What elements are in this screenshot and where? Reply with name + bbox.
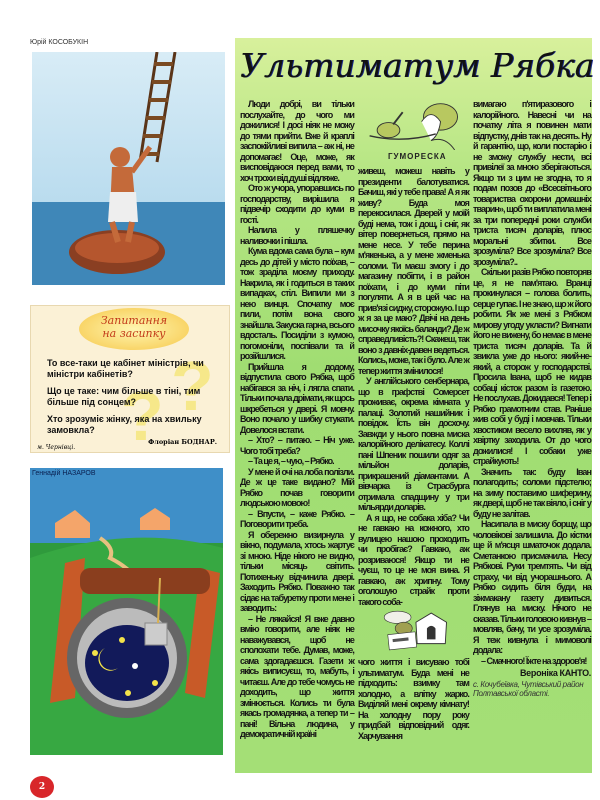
question-mark-decoration: ? xyxy=(121,377,164,453)
paragraph: чого життя і висуваю тобі ультиматум. Буда мені не підходить: взимку там холодно, а влітку жарко. Виділяй мені окрему кімнату! На холодну пору року придбай відповідний одяг. Харчування xyxy=(358,657,469,741)
paragraph: Я обережно визирнула у вікно, подумала, хтось жартує зі мною. Ніде нікого не видно, тільки місяць світить. Потихеньку відчинила двері. Заходить Рябко. Поважно так сідає на табуретку проти мене і заводить: xyxy=(240,529,354,613)
question-mark-decoration: ? xyxy=(171,347,214,425)
paragraph: У мене й очі на лоба полізли. Де ж це таке видано? Мій Рябко почав говорити людською мовою! xyxy=(240,466,354,508)
cartoon-island-ladder xyxy=(32,52,225,285)
cartoon-well-night-sky xyxy=(30,468,223,755)
article-author: Вероніка КАНТО. xyxy=(519,668,591,678)
cartoon-dog-reading-newspaper xyxy=(358,610,469,654)
article-title: Ультиматум Рябка xyxy=(240,46,595,85)
article-column-2 xyxy=(358,166,469,741)
article-column-1 xyxy=(240,99,354,740)
paragraph: А я що, не собака хіба? Чи не гавкаю на кожного, хто вулицею нашою проходить чи пробігає? Гавкаю, аж розриваюся! Якщо ти не чуєш, то це не моя вина. Я гавкаю, аж хрипну. Тому оголошую страйк проти такого соба- xyxy=(358,512,469,607)
paragraph: Люди добрі, ви тільки послухайте, до чого ми дожилися! І досі ніяк не можу до тями прийти. Вже й краплі заспокійливі випила – аж ні, не допомагає! Оце, може, як висповідаюся перед вами, то хоч трохи від душі відляже. xyxy=(240,99,354,183)
article-author-place: с. Кочубеївка, Чутівський район Полтавської області. xyxy=(473,679,584,698)
cartoon-woman-with-chicken xyxy=(362,98,467,150)
paragraph: – Впусти, – каже Рябко. – Поговорити треба. xyxy=(240,508,354,529)
genre-label: ГУМОРЕСКА xyxy=(388,152,447,161)
paragraph: – Та це я, – чую, – Рябко. xyxy=(248,456,334,466)
paragraph: Налила у пляшечку наливочки і пішла. xyxy=(240,225,354,246)
article-column-2-bottom xyxy=(358,657,469,741)
quiz-box xyxy=(30,305,230,453)
illustrator-credit-top: Юрій КОСОБУКІН xyxy=(30,39,89,46)
quiz-question: Що це таке: чим більше в тіні, тим більше під сонцем? xyxy=(47,386,201,407)
paragraph: живеш, можеш навіть у президенти балотуватися. Бачиш, які у тебе права! А я як живу? Буда моя перекосилася. Дверей у моїй буді нема, тож і дощ, і сніг, як вітер повернеться, прямо на мене несе. У тебе перина м'якенька, а у мене жменька соломи. Ти маєш змогу і до магазину побігти, і в район поїхати, і до куми піти погуляти. А я в цей час на прив'язі сиджу, сторожую. І що ж я за це маю? Двічі на день мисочку якоїсь баланди? Де ж справедливість?! Скажеш, так воно з давніх-давен ведеться. Колись, може, так і було. Але ж тепер життя змінилося! xyxy=(358,166,469,376)
quiz-question: То все-таки це кабінет міністрів, чи міністри кабінетів? xyxy=(47,358,204,379)
paragraph: вимагаю п'ятиразового і калорійного. Навесні чи на початку літа я повинен мати відпустку, днів так на десять. Ну й гарантію, що, коли постарію і не зможу службу нести, всі привілеї за мною зберігаються. Якщо ти з цим не згодна, то я подам позов до «Всесвітнього товариства охорони домашніх тварин», щоб ти виплатила мені за три попередні роки служби триста тисяч доларів, плюс моральні збитки. Все зрозуміла? Все зрозуміла? Все зрозуміла?.. xyxy=(473,99,591,267)
paragraph: Насипала в миску борщу, що чоловікові залишила. До кістки ще й м'ясця шматочок додала. Сметанкою присмачила. Несу Рябкові. Руки тремтять. Чи від страху, чи від учорашнього. А Рябко сидить біля буди, на зіжмакану газету дивиться. Глянув на миску. Нічого не сказав. Тільки головою кивнув – мовляв, бачу, ти усе зрозуміла. Я теж кивнула і мимоволі додала: xyxy=(473,519,591,655)
quiz-place: м. Чернівці. xyxy=(37,444,76,451)
paragraph: Ото ж учора, упоравшись по господарству, вирішила я підвечір сходити до куми в гості. xyxy=(240,183,354,225)
quiz-author: Флоріан БОДНАР. xyxy=(148,438,217,446)
paragraph: Скільки разів Рябко повторяв це, я не пам'ятаю. Вранці прокинулася – голова болить, серце гупає. І не знаю, що ж його робити. Як же мені з Рябком мирову угоду укласти? Вигнати його не вижену, бо немає в мене триста тисяч доларів. Та й звикла уже до нього: який-не-який, а сторож у господарстві. Просила Івана, щоб не кидав собаці кісток разом із газетою. Не послухав. Докидався! Тепер і Рябко грамотним став. Раніше жив собі у буді і мовчав. Тільки хвостиком весело вихляв, як у хвіртку заходила. От до чого дожилися! І собаки уже страйкують! xyxy=(473,267,591,466)
illustrator-credit-bottom: Геннадій НАЗАРОВ xyxy=(32,470,96,477)
paragraph: – Хто? – питаю. – Ніч уже. Чого тобі треба? xyxy=(240,435,354,456)
paragraph: У англійського сенбернара, що в графстві Сомерсет проживає, окрема кімната у палаці. Золотий нашийник і повідок. Їсть він досхочу. Завжди у нього повна миска калорійного делікатесу. Коллі пані Шпеник пошили одяг за мільйон доларів, прикрашений діамантами. А вівчарка із Страсбурга отримала спадщину у три мільярди доларів. xyxy=(358,376,469,512)
paragraph: – Не лякайся! Я вже давно вмію говорити, але ніяк не наважувався, щоб не сполохати тебе. Думав, може, сама здогадаєшся. Газети ж якісь виписуєш, то, мабуть, і читаєш. Але до тебе чомусь не доходить, що життя змінюється. Колись ти була якась громадянка, а тепер ти – пані! Вільна людина, у демократичній країні xyxy=(240,613,354,739)
paragraph: Прийшла я додому, відпустила свого Рябка, щоб набігався за ніч, і лягла спати. Тільки почала дрімати, як щось шкребеться у двері. Я мовчу. Воно почало у шибку стукати. Довелося встати. xyxy=(240,361,354,435)
quiz-title: Запитання на засипку xyxy=(79,308,189,350)
paragraph: Значить так: буду Іван полагодить; соломи підстелю; на зиму поставимо шиферину, як двері, щоб не так віяло, і сніг у буду не залітав. xyxy=(473,466,591,519)
paragraph: – Смачного! Їжте на здоров'я! xyxy=(481,655,587,666)
page-number-logo: 2 xyxy=(30,776,54,798)
article-column-3 xyxy=(473,99,591,698)
article-column-2-top xyxy=(358,166,469,607)
paragraph: Кума вдома сама була – кум десь до дітей у місто поїхав, – тож зраділа моєму приходу. Накрила, як і годиться в таких випадках, стіл. Випили ми з нею винця. Спочатку моє пили, потім вона свого знайшла. Закуска гарна, всього вдосталь. Посиділи з кумою, погомоніли, поспівали та й розійшлися. xyxy=(240,246,354,361)
quiz-question: Хто зрозуміє жінку, яка на хвильку замовкла? xyxy=(47,414,202,435)
